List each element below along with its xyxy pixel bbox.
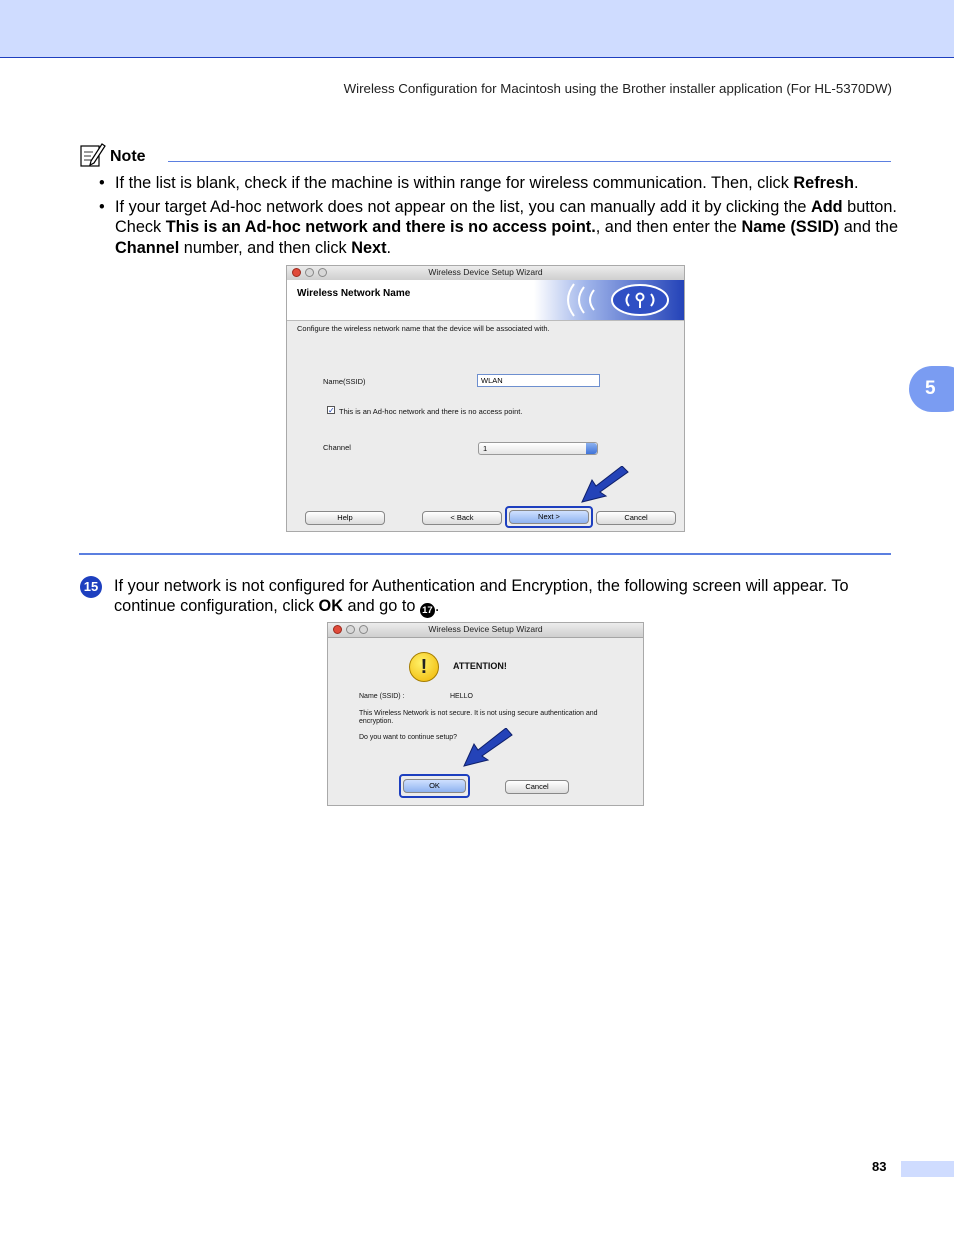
chevron-updown-icon bbox=[586, 443, 597, 454]
section-rule bbox=[79, 553, 891, 555]
note-label: Note bbox=[110, 148, 146, 165]
channel-label: Channel bbox=[323, 443, 351, 452]
step-text: If your network is not configured for Authentication and Encryption, the following screen will appear. To continue configuration, click OK and go to 17 . bbox=[114, 577, 849, 616]
ssid-input[interactable]: WLAN bbox=[477, 374, 600, 387]
page-number: 83 bbox=[872, 1159, 887, 1174]
footer-band bbox=[901, 1161, 954, 1177]
adhoc-checkbox-label: This is an Ad-hoc network and there is no access point. bbox=[339, 407, 523, 416]
note-bullets bbox=[99, 173, 899, 261]
security-warning-message: This Wireless Network is not secure. It is not using secure authentication and encryption. bbox=[359, 710, 598, 725]
dialog-title: Wireless Device Setup Wizard bbox=[428, 624, 543, 634]
header-band bbox=[0, 0, 954, 58]
dialog-titlebar bbox=[287, 266, 684, 281]
dialog-instruction: Configure the wireless network name that the device will be associated with. bbox=[297, 324, 550, 333]
note-pencil-icon bbox=[79, 141, 107, 169]
arrow-pointer-icon bbox=[462, 728, 514, 770]
note-bullet: • If the list is blank, check if the machine is within range for wireless communication. Then, click Refresh. bbox=[99, 174, 859, 192]
step-reference-badge: 17 bbox=[420, 603, 435, 618]
wireless-network-name-dialog bbox=[286, 265, 685, 532]
attention-dialog bbox=[327, 622, 644, 806]
adhoc-checkbox[interactable]: ✓ bbox=[328, 406, 335, 415]
channel-select[interactable]: 1 bbox=[478, 442, 598, 455]
attention-heading: ATTENTION! bbox=[453, 661, 507, 671]
cancel-button[interactable]: Cancel bbox=[596, 511, 676, 525]
cancel-button[interactable]: Cancel bbox=[505, 780, 569, 794]
wireless-logo-icon bbox=[534, 280, 684, 320]
wizard-banner bbox=[287, 280, 684, 321]
ssid-label: Name(SSID) bbox=[323, 377, 366, 386]
next-button[interactable]: Next > bbox=[509, 510, 589, 524]
back-button[interactable]: < Back bbox=[422, 511, 502, 525]
dialog-titlebar bbox=[328, 623, 643, 638]
arrow-pointer-icon bbox=[580, 466, 630, 506]
running-header: Wireless Configuration for Macintosh using the Brother installer application (For HL-5370DW) bbox=[343, 81, 892, 96]
step-number-badge: 15 bbox=[80, 576, 102, 598]
ok-button[interactable]: OK bbox=[403, 779, 466, 793]
ssid-value: HELLO bbox=[450, 693, 473, 700]
banner-title: Wireless Network Name bbox=[297, 288, 411, 299]
dialog-title: Wireless Device Setup Wizard bbox=[428, 267, 543, 277]
warning-icon: ! bbox=[409, 652, 439, 682]
note-bullet: • If your target Ad-hoc network does not appear on the list, you can manually add it by clicking the Add button. Check This is an Ad-hoc network and there is no access point., and then enter the Name (SSID) and the Channel number, and then click Next. bbox=[99, 197, 899, 257]
ssid-label: Name (SSID) : bbox=[359, 693, 405, 700]
chapter-tab: 5 bbox=[909, 366, 954, 412]
continue-question: Do you want to continue setup? bbox=[359, 734, 458, 741]
help-button[interactable]: Help bbox=[305, 511, 385, 525]
note-rule bbox=[168, 161, 891, 162]
